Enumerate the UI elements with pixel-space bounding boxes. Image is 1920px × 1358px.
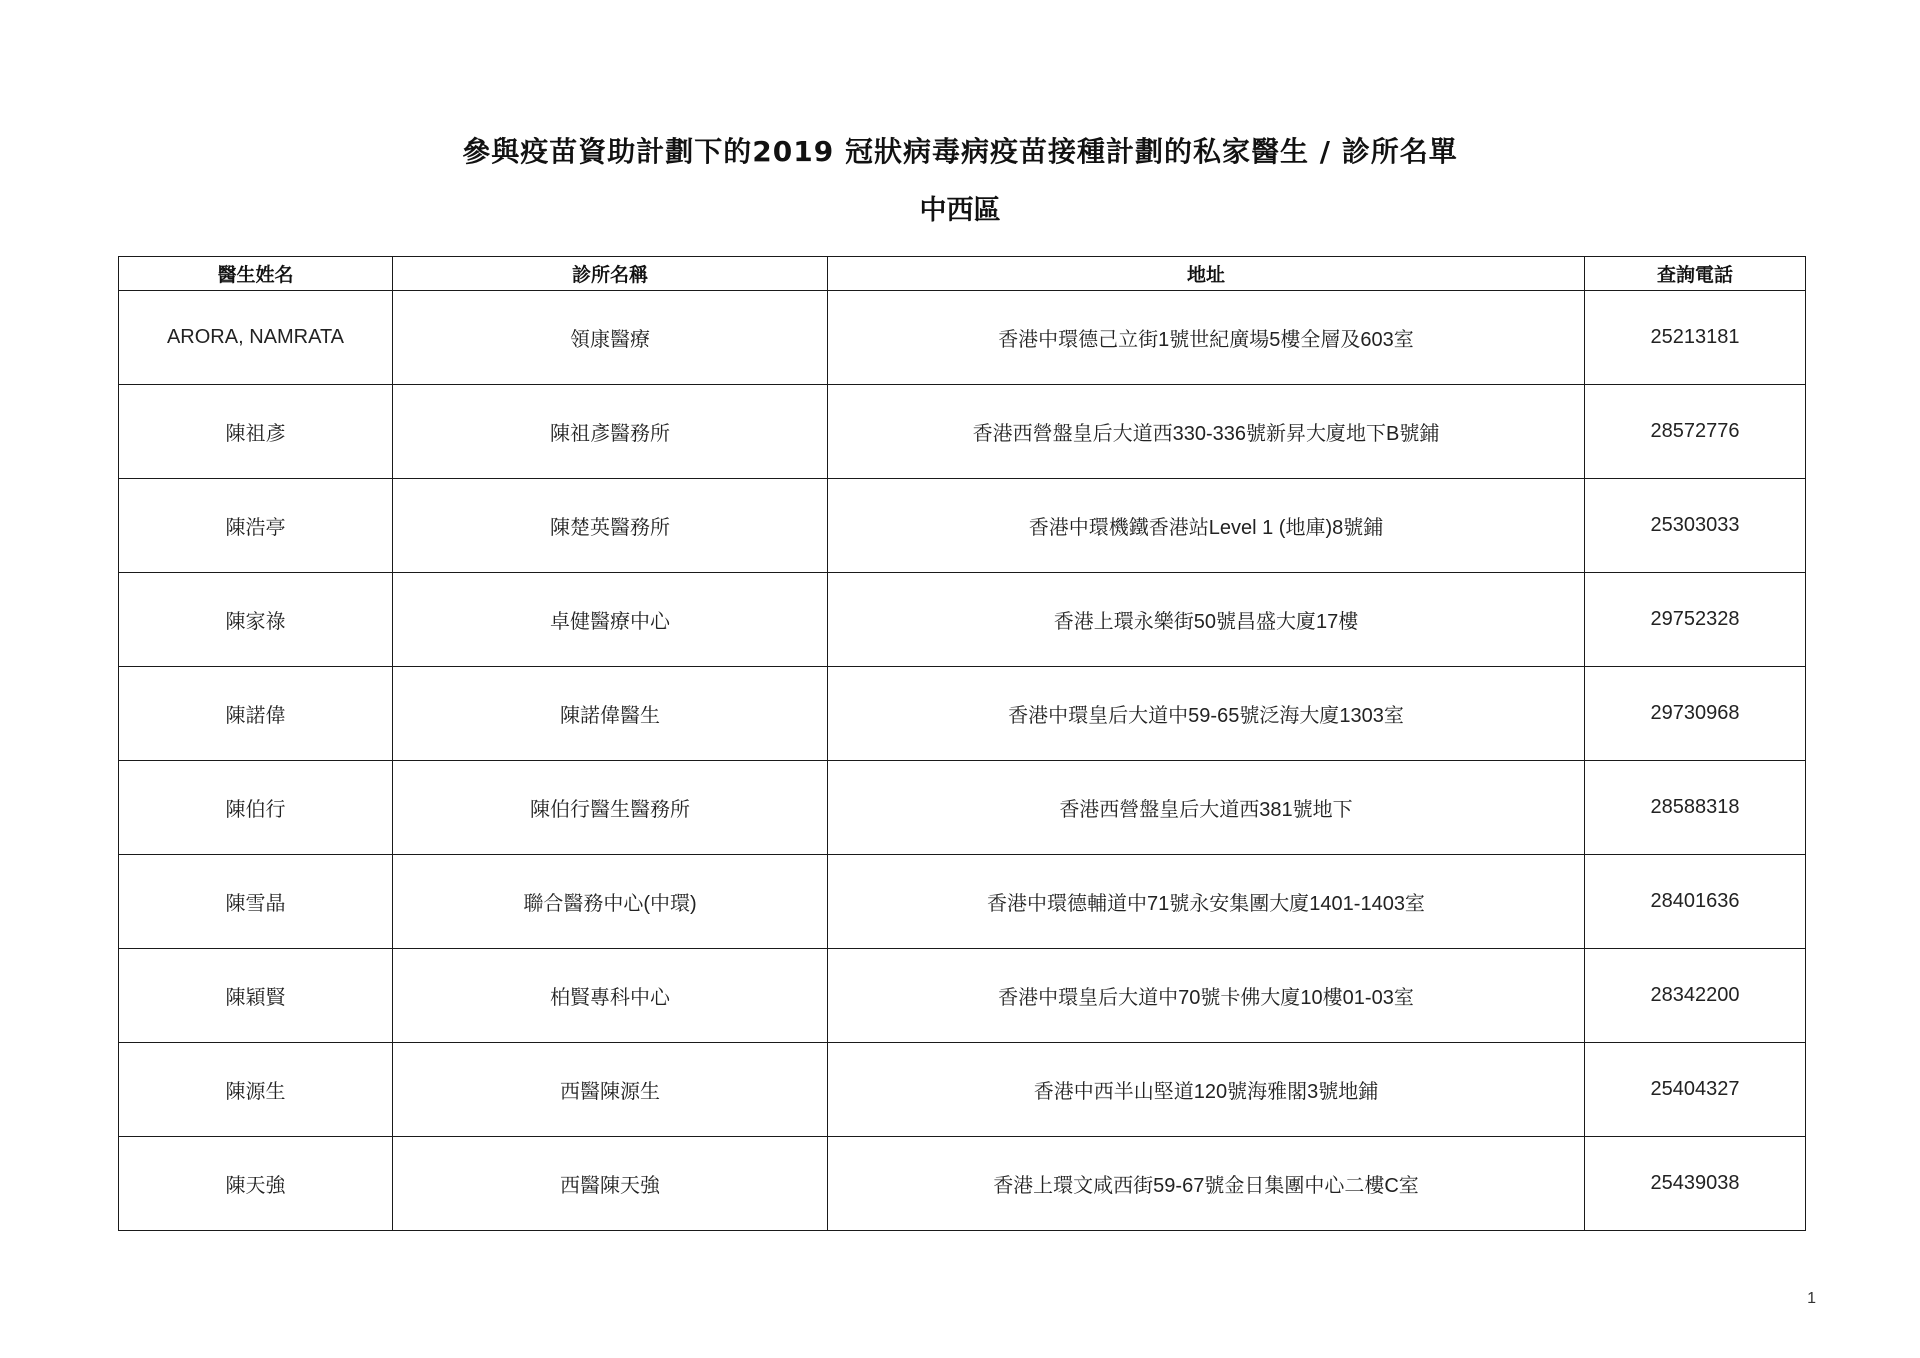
clinic-name: 陳諾偉醫生 [393,667,828,761]
table-row [119,761,1806,855]
header-phone: 查詢電話 [1585,257,1806,291]
table-row [119,855,1806,949]
clinic-name: 西醫陳天強 [393,1137,828,1231]
clinic-name: 聯合醫務中心(中環) [393,855,828,949]
header-doctor-name: 醫生姓名 [119,257,393,291]
phone: 25303033 [1585,479,1806,573]
header-clinic-name: 診所名稱 [393,257,828,291]
doctor-name: 陳家祿 [119,573,393,667]
table-row [119,479,1806,573]
address: 香港中環機鐵香港站Level 1 (地庫)8號鋪 [828,479,1585,573]
doctor-name: 陳伯行 [119,761,393,855]
address: 香港上環永樂街50號昌盛大廈17樓 [828,573,1585,667]
address: 香港中環皇后大道中70號卡佛大廈10樓01-03室 [828,949,1585,1043]
table-row [119,385,1806,479]
clinic-table [118,256,1806,1231]
address: 香港中環皇后大道中59-65號泛海大廈1303室 [828,667,1585,761]
doctor-name: ARORA, NAMRATA [119,291,393,385]
phone: 25439038 [1585,1137,1806,1231]
address: 香港上環文咸西街59-67號金日集團中心二樓C室 [828,1137,1585,1231]
address: 香港中環德己立街1號世紀廣場5樓全層及603室 [828,291,1585,385]
table-row [119,1137,1806,1231]
document-title: 參與疫苗資助計劃下的2019 冠狀病毒病疫苗接種計劃的私家醫生 / 診所名單 [462,135,1458,168]
table-row [119,1043,1806,1137]
phone: 28401636 [1585,855,1806,949]
phone: 29730968 [1585,667,1806,761]
clinic-name: 西醫陳源生 [393,1043,828,1137]
doctor-name: 陳祖彥 [119,385,393,479]
table-row [119,949,1806,1043]
clinic-name: 陳伯行醫生醫務所 [393,761,828,855]
clinic-name: 陳祖彥醫務所 [393,385,828,479]
clinic-name: 陳楚英醫務所 [393,479,828,573]
table-header-row [119,257,1806,291]
table-row [119,291,1806,385]
doctor-name: 陳諾偉 [119,667,393,761]
page-number: 1 [1807,1290,1816,1307]
clinic-name: 卓健醫療中心 [393,573,828,667]
table-row [119,667,1806,761]
doctor-name: 陳天強 [119,1137,393,1231]
clinic-name: 柏賢專科中心 [393,949,828,1043]
phone: 28572776 [1585,385,1806,479]
header-address: 地址 [828,257,1585,291]
doctor-name: 陳浩亭 [119,479,393,573]
address: 香港西營盤皇后大道西381號地下 [828,761,1585,855]
table-row [119,573,1806,667]
clinic-name: 領康醫療 [393,291,828,385]
address: 香港中西半山堅道120號海雅閣3號地鋪 [828,1043,1585,1137]
phone: 25213181 [1585,291,1806,385]
district-heading: 中西區 [919,195,1001,226]
phone: 29752328 [1585,573,1806,667]
phone: 28342200 [1585,949,1806,1043]
doctor-name: 陳穎賢 [119,949,393,1043]
doctor-name: 陳雪晶 [119,855,393,949]
doctor-name: 陳源生 [119,1043,393,1137]
phone: 25404327 [1585,1043,1806,1137]
phone: 28588318 [1585,761,1806,855]
address: 香港中環德輔道中71號永安集團大廈1401-1403室 [828,855,1585,949]
address: 香港西營盤皇后大道西330-336號新昇大廈地下B號鋪 [828,385,1585,479]
